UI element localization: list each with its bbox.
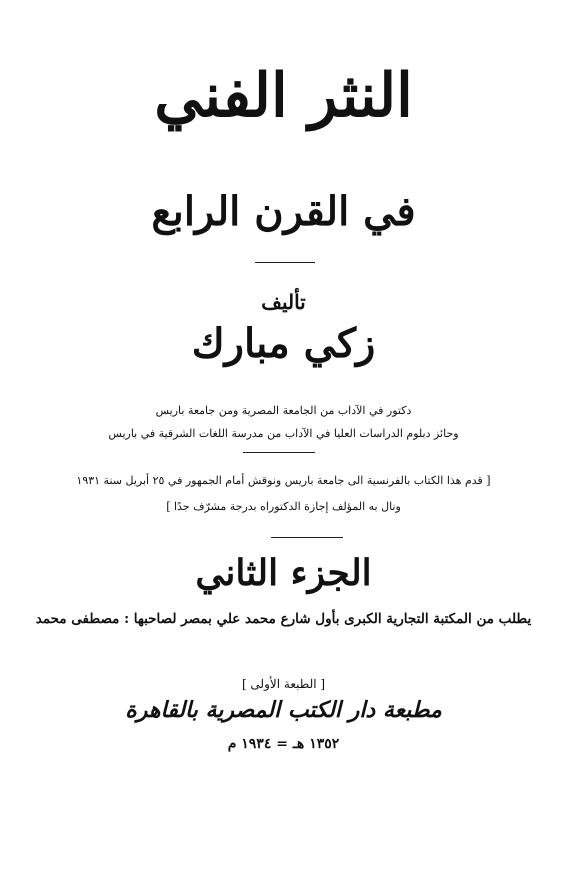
author-degree-line: دكتور في الآداب من الجامعة المصرية ومن جامعة باريس [155,404,412,417]
divider-rule [255,262,315,263]
volume-part: الجزء الثاني [195,552,372,594]
authored-by-label: تأليف [261,290,306,314]
publication-date: ١٣٥٢ هـ = ١٩٣٤ م [227,736,340,752]
thesis-note-line: ونال به المؤلف إجازة الدكتوراه بدرجة مشرّف جدًا ] [166,500,401,513]
author-diploma-line: وحائز دبلوم الدراسات العليا في الآداب من مدرسة اللغات الشرقية في باريس [108,427,459,440]
book-title: النثر الفني [154,61,413,131]
bookseller-line: يطلب من المكتبة التجارية الكبرى بأول شارع محمد علي بمصر لصاحبها : مصطفى محمد [35,611,532,627]
book-subtitle: في القرن الرابع [151,188,416,235]
edition-label: [ الطبعة الأولى ] [241,677,326,691]
divider-rule [271,537,343,538]
printer-name: مطبعة دار الكتب المصرية بالقاهرة [125,697,442,723]
divider-rule [243,452,315,453]
thesis-note-line: [ قدم هذا الكتاب بالفرنسية الى جامعة باريس ونوقش أمام الجمهور في ٢٥ أبريل سنة ١٩٣١ [76,474,491,487]
author-name: زكي مبارك [191,320,376,367]
